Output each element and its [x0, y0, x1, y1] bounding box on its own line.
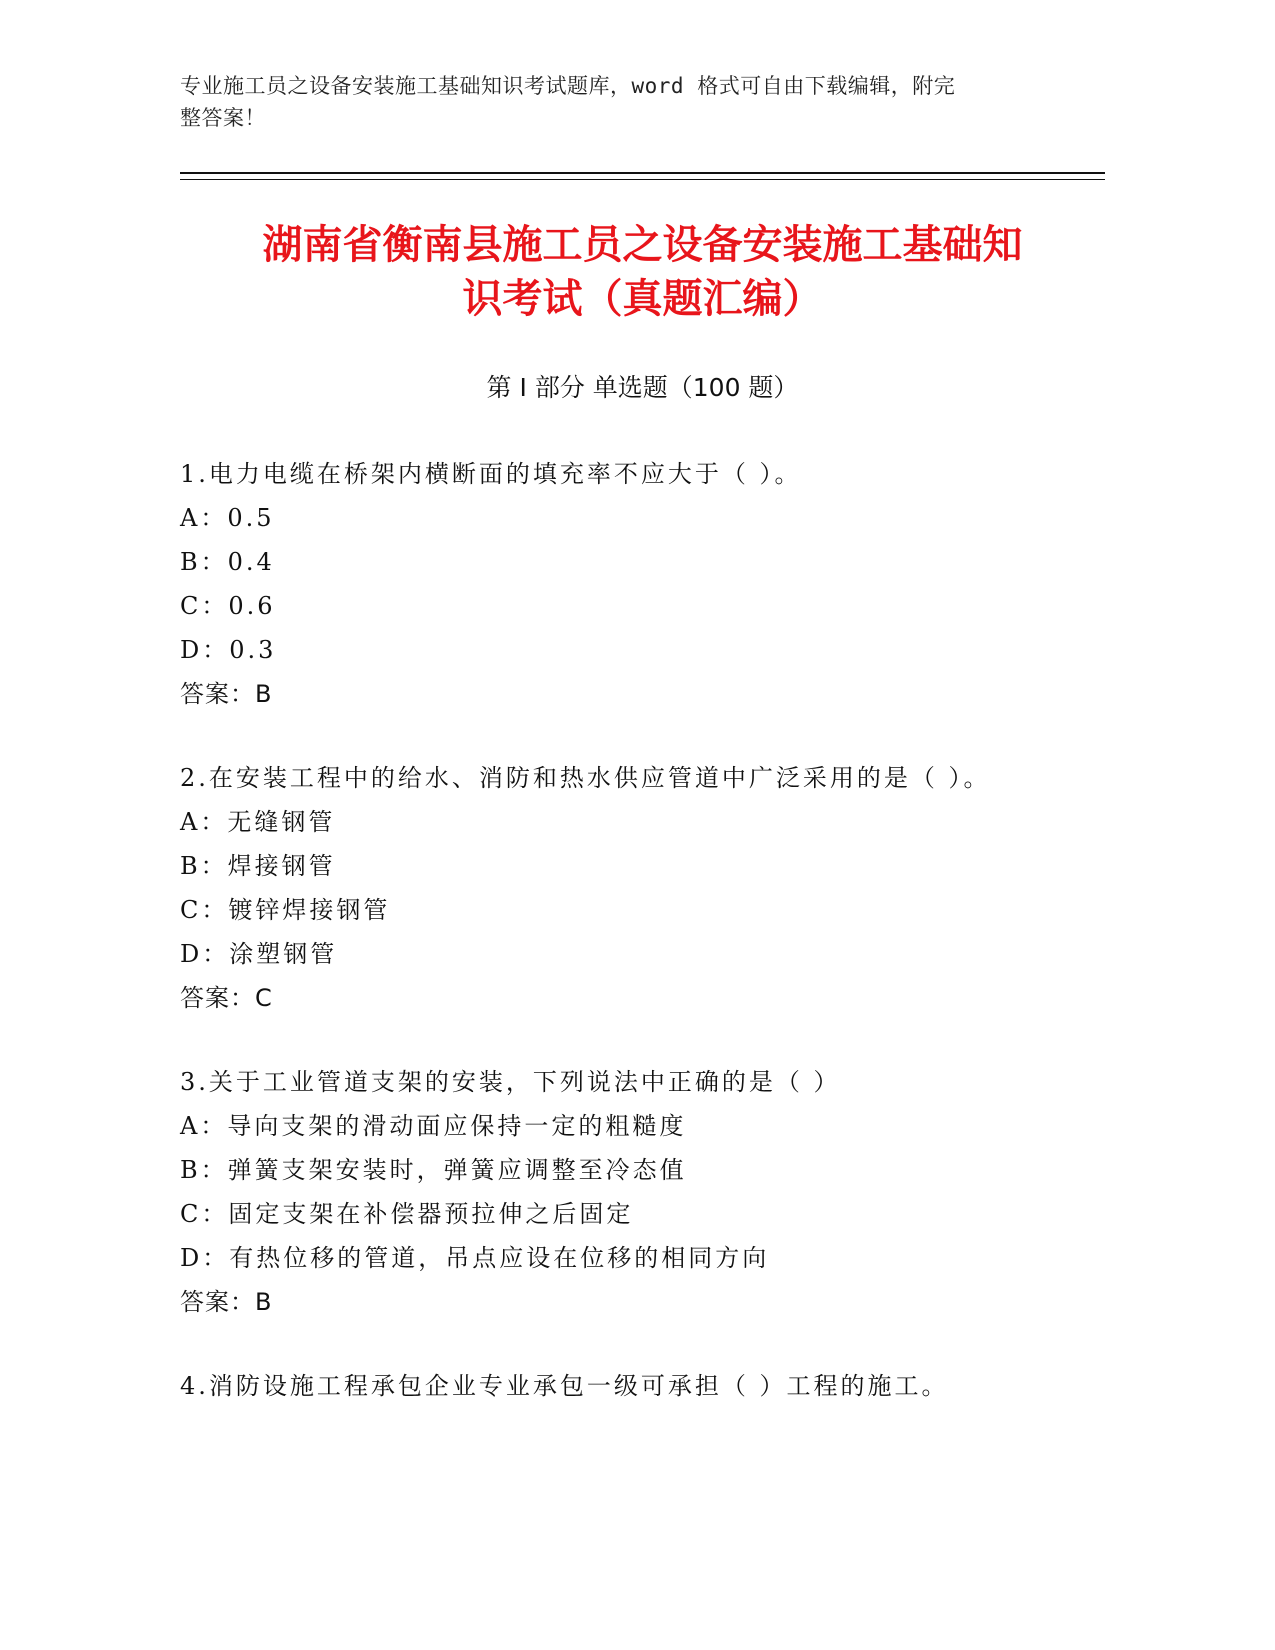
header-note [180, 70, 1040, 134]
header-note-line1: 专业施工员之设备安装施工基础知识考试题库，word 格式可自由下载编辑，附完 [180, 74, 956, 98]
question-2 [180, 756, 1105, 1020]
option-d: D：0.3 [180, 636, 277, 664]
answer: 答案：C [180, 984, 273, 1012]
question-stem: 4.消防设施工程承包企业专业承包一级可承担（ ）工程的施工。 [180, 1372, 949, 1400]
option-b: B：0.4 [180, 548, 275, 576]
option-d: D：有热位移的管道，吊点应设在位移的相同方向 [180, 1244, 770, 1272]
option-b: B：弹簧支架安装时，弹簧应调整至冷态值 [180, 1156, 687, 1184]
header-divider-thin [180, 179, 1105, 180]
question-1 [180, 452, 1105, 716]
option-b: B：焊接钢管 [180, 852, 336, 880]
option-a: A：无缝钢管 [180, 808, 336, 836]
document-title-line1: 湖南省衡南县施工员之设备安装施工基础知 [262, 222, 1023, 268]
question-stem: 1.电力电缆在桥架内横断面的填充率不应大于（ ）。 [180, 460, 802, 488]
header-divider-thick [180, 172, 1105, 174]
document-title-line2: 识考试（真题汇编） [462, 276, 823, 322]
header-note-line2: 整答案！ [180, 106, 266, 130]
option-a: A：导向支架的滑动面应保持一定的粗糙度 [180, 1112, 687, 1140]
question-4 [180, 1364, 1105, 1408]
question-stem: 3.关于工业管道支架的安装，下列说法中正确的是（ ） [180, 1068, 841, 1096]
option-c: C：固定支架在补偿器预拉伸之后固定 [180, 1200, 634, 1228]
question-stem: 2.在安装工程中的给水、消防和热水供应管道中广泛采用的是（ ）。 [180, 764, 991, 792]
answer: 答案：B [180, 680, 273, 708]
section-title: 第 I 部分 单选题（100 题） [486, 373, 799, 402]
answer: 答案：B [180, 1288, 273, 1316]
question-list [180, 452, 1105, 1448]
option-a: A：0.5 [180, 504, 275, 532]
option-c: C：0.6 [180, 592, 276, 620]
document-title [180, 218, 1105, 326]
option-c: C：镀锌焊接钢管 [180, 896, 391, 924]
question-3 [180, 1060, 1105, 1324]
option-d: D：涂塑钢管 [180, 940, 338, 968]
